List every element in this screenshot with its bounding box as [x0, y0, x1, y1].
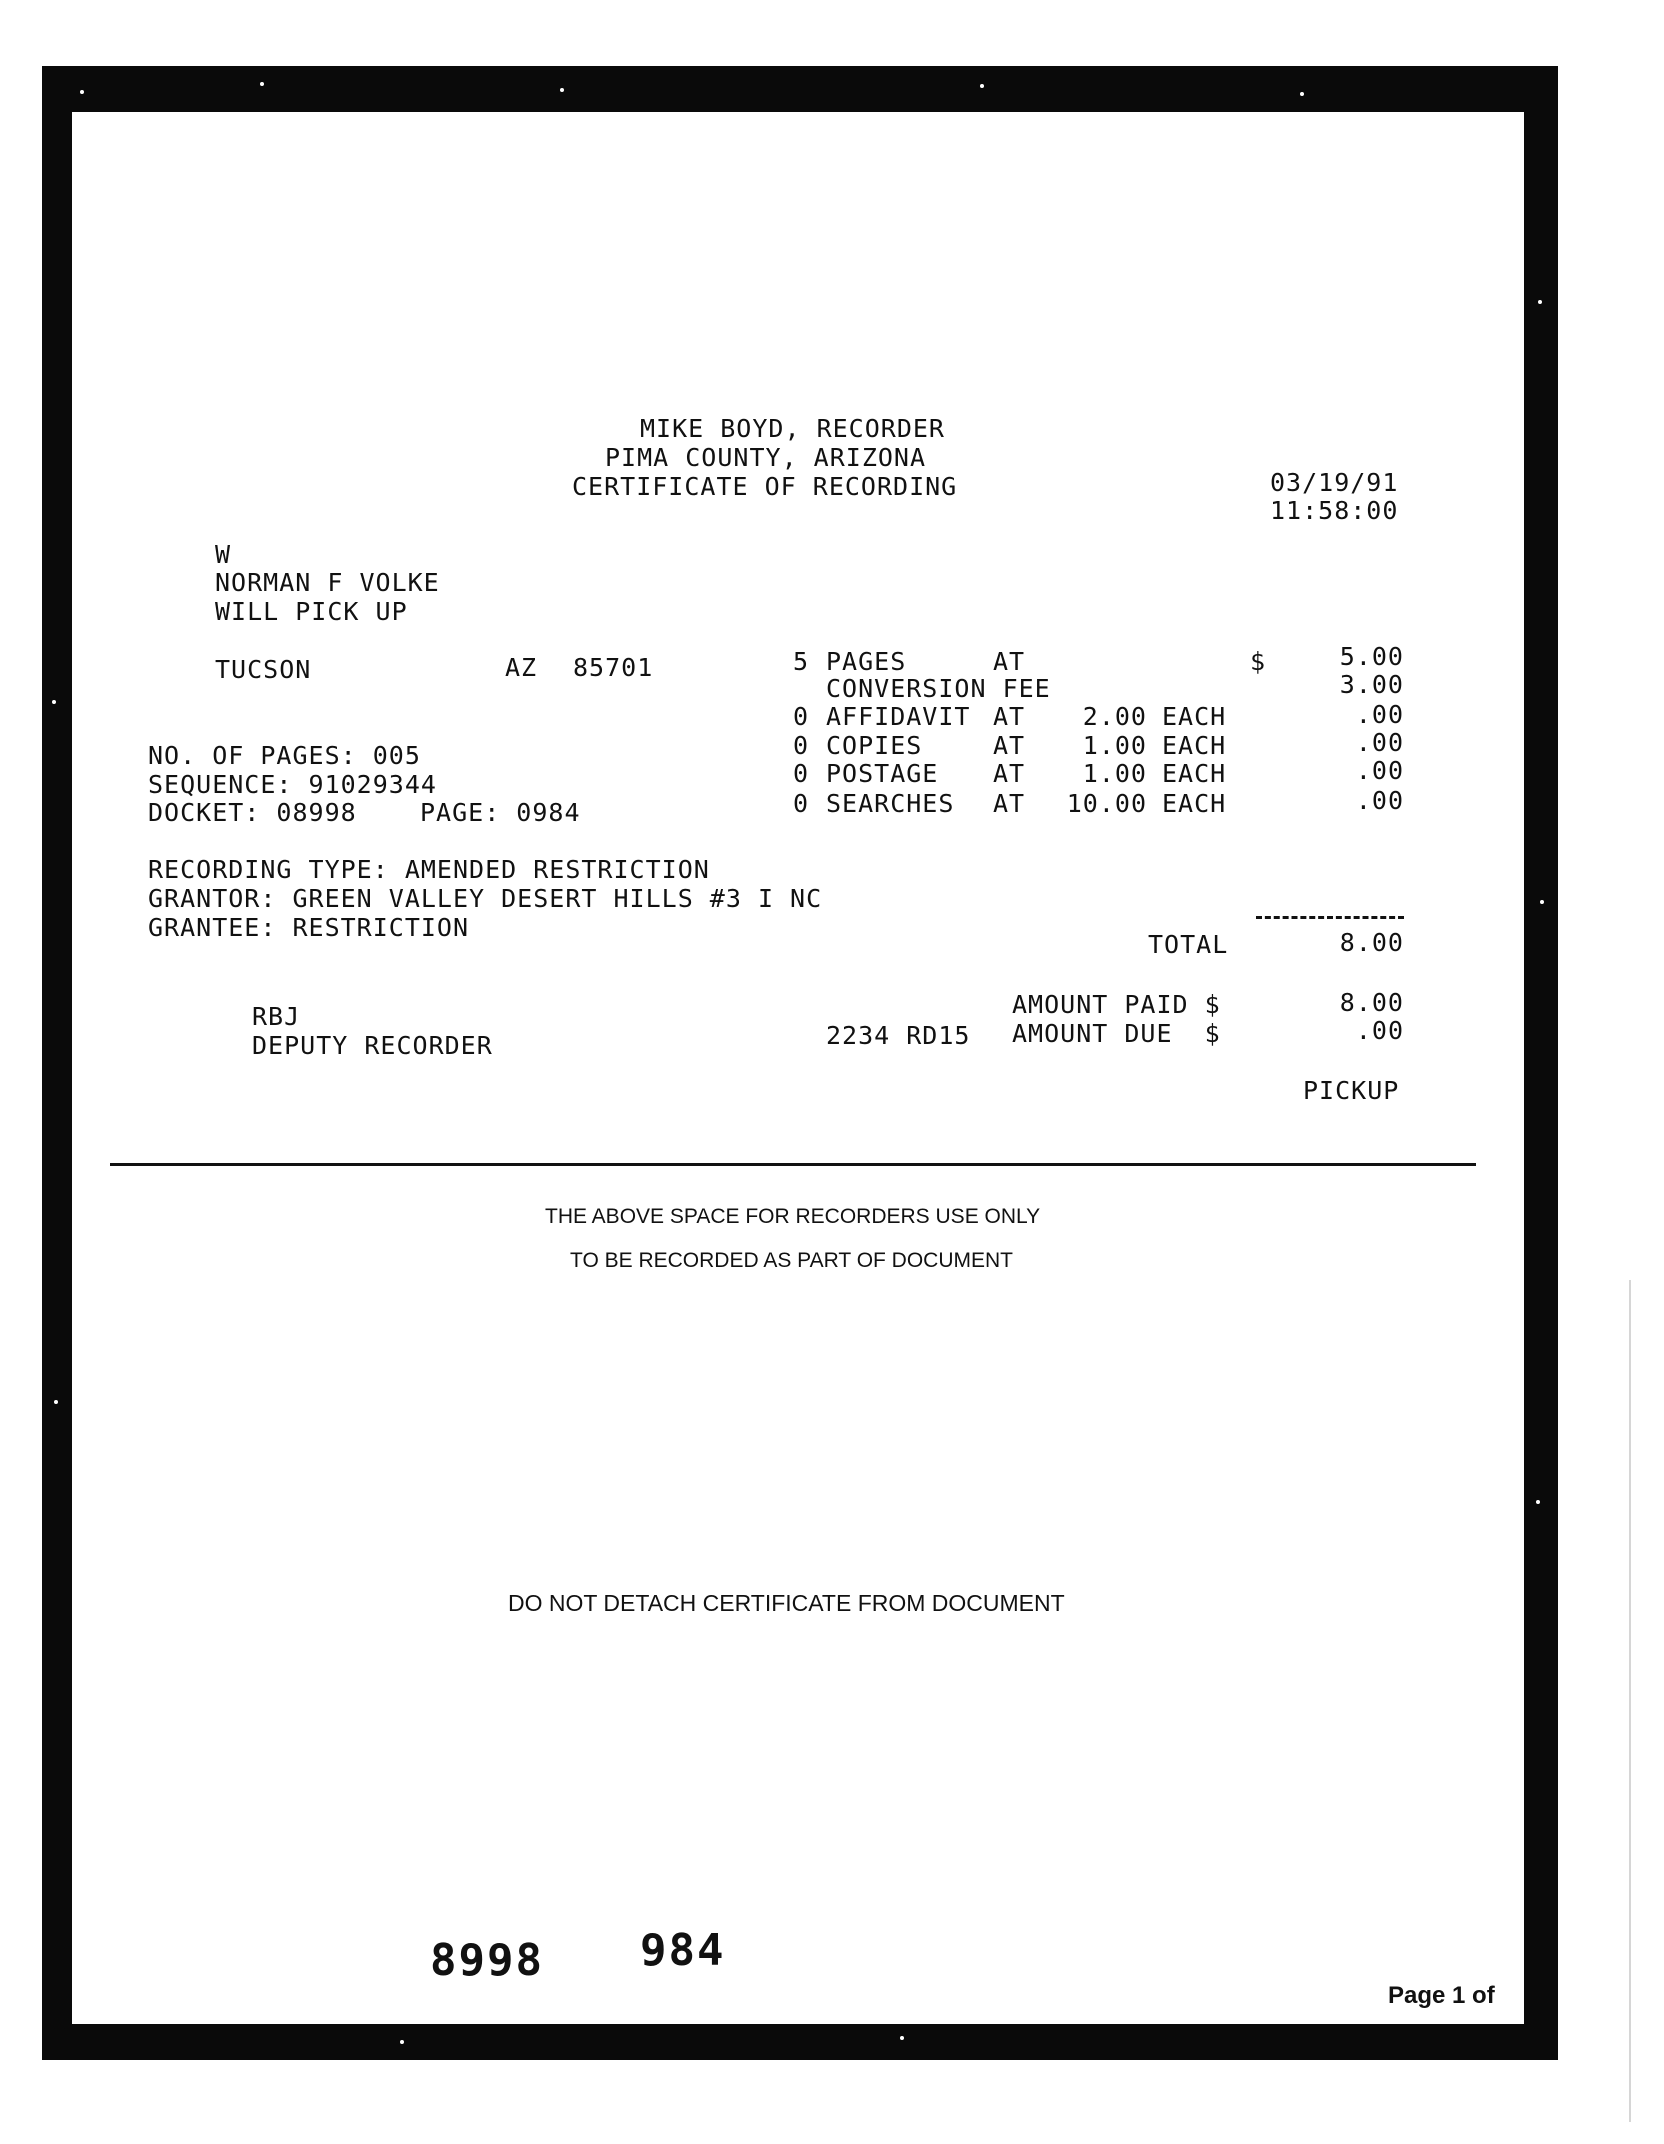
fee-amount: .00 — [1355, 700, 1404, 729]
scan-speck — [1300, 92, 1304, 96]
delivery-method: PICKUP — [1303, 1076, 1400, 1105]
fee-item: COPIES — [826, 731, 923, 760]
deputy-title: DEPUTY RECORDER — [252, 1031, 493, 1060]
scan-speck — [1538, 300, 1542, 304]
county-name: PIMA COUNTY, ARIZONA — [605, 443, 927, 472]
fee-item: POSTAGE — [826, 759, 939, 788]
recorder-name: MIKE BOYD, RECORDER — [640, 414, 945, 443]
fee-each: EACH — [1162, 789, 1227, 818]
addressee-name: NORMAN F VOLKE — [215, 568, 440, 597]
fee-each: EACH — [1162, 702, 1227, 731]
detach-warning: DO NOT DETACH CERTIFICATE FROM DOCUMENT — [508, 1590, 1065, 1616]
fee-each: EACH — [1162, 731, 1227, 760]
scan-speck — [980, 84, 984, 88]
fee-qty: 0 — [793, 789, 810, 818]
docket-stamp: 8998 — [430, 1935, 544, 1986]
fee-currency: $ — [1250, 647, 1267, 676]
fee-item: CONVERSION FEE — [826, 674, 1051, 703]
scan-speck — [1536, 1500, 1540, 1504]
scan-speck — [400, 2040, 404, 2044]
recorder-space-notice: THE ABOVE SPACE FOR RECORDERS USE ONLY — [545, 1205, 1041, 1228]
scan-speck — [80, 90, 84, 94]
fee-amount: .00 — [1355, 728, 1404, 757]
record-time: 11:58:00 — [1270, 496, 1399, 525]
fee-qty: 0 — [793, 731, 810, 760]
fee-qty: 0 — [793, 702, 810, 731]
address-state: AZ — [505, 653, 538, 682]
recording-type: RECORDING TYPE: AMENDED RESTRICTION — [148, 855, 710, 884]
fee-qty: 0 — [793, 759, 810, 788]
scan-speck — [560, 88, 564, 92]
fee-rate: 1.00 — [1082, 731, 1147, 760]
fee-item: AFFIDAVIT — [826, 702, 971, 731]
fee-at: AT — [993, 647, 1026, 676]
recorder-space-divider — [110, 1163, 1476, 1166]
total-amount: 8.00 — [1339, 928, 1404, 957]
fee-amount: .00 — [1355, 756, 1404, 785]
fee-amount: .00 — [1355, 786, 1404, 815]
number-of-pages: NO. OF PAGES: 005 — [148, 741, 421, 770]
amount-paid-label: AMOUNT PAID $ — [1012, 990, 1221, 1019]
record-date: 03/19/91 — [1270, 468, 1399, 497]
grantee: GRANTEE: RESTRICTION — [148, 913, 470, 942]
scan-speck — [52, 700, 56, 704]
certificate-page — [72, 112, 1524, 2024]
fee-rate: 10.00 — [1066, 789, 1147, 818]
page-number-label: Page 1 of — [1388, 1982, 1495, 2009]
total-label: TOTAL — [1148, 930, 1229, 959]
address-zip: 85701 — [573, 653, 654, 682]
amount-due-label: AMOUNT DUE $ — [1012, 1019, 1221, 1048]
docket-page: PAGE: 0984 — [420, 798, 581, 827]
docket-number: DOCKET: 08998 — [148, 798, 357, 827]
page-stamp: 984 — [640, 1925, 726, 1976]
fee-rate: 1.00 — [1082, 759, 1147, 788]
fee-amount: 5.00 — [1339, 642, 1404, 671]
page-edge-line — [1629, 1280, 1631, 2122]
scan-speck — [1540, 900, 1544, 904]
deputy-initials: RBJ — [252, 1002, 301, 1031]
amount-paid: 8.00 — [1339, 988, 1404, 1017]
address-city: TUCSON — [215, 655, 312, 684]
grantor: GRANTOR: GREEN VALLEY DESERT HILLS #3 I NC — [148, 884, 823, 913]
fee-at: AT — [993, 759, 1026, 788]
certificate-title: CERTIFICATE OF RECORDING — [572, 472, 958, 501]
address-code: W — [215, 540, 232, 569]
fee-item: PAGES — [826, 647, 907, 676]
scan-speck — [54, 1400, 58, 1404]
record-part-notice: TO BE RECORDED AS PART OF DOCUMENT — [570, 1249, 1014, 1272]
sequence-number: SEQUENCE: 91029344 — [148, 770, 437, 799]
fee-qty: 5 — [793, 647, 810, 676]
fee-each: EACH — [1162, 759, 1227, 788]
delivery-note: WILL PICK UP — [215, 597, 408, 626]
fee-amount: 3.00 — [1339, 670, 1404, 699]
station-code: 2234 RD15 — [826, 1021, 971, 1050]
scan-speck — [260, 82, 264, 86]
fee-at: AT — [993, 702, 1026, 731]
scan-speck — [900, 2036, 904, 2040]
fee-at: AT — [993, 731, 1026, 760]
subtotal-rule — [1256, 916, 1404, 919]
fee-rate: 2.00 — [1082, 702, 1147, 731]
amount-due: .00 — [1355, 1016, 1404, 1045]
fee-item: SEARCHES — [826, 789, 955, 818]
fee-at: AT — [993, 789, 1026, 818]
